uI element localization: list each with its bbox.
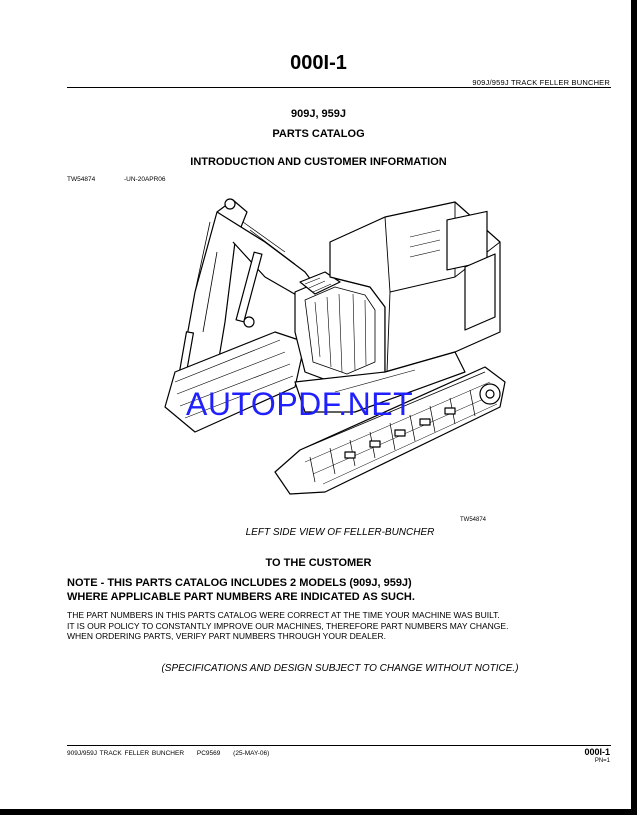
header-rule <box>67 87 611 88</box>
footer-page-number: 000I-1 <box>584 747 610 757</box>
footer-title: 909J/959J TRACK FELLER BUNCHER <box>67 750 185 757</box>
figure-date: -UN-20APR06 <box>124 176 166 183</box>
footer-info <box>67 750 279 757</box>
figure-caption: LEFT SIDE VIEW OF FELLER-BUNCHER <box>245 527 435 538</box>
note-line-2: WHERE APPLICABLE PART NUMBERS ARE INDICATED AS SUCH. <box>67 591 415 603</box>
figure-id: TW54874 <box>67 176 96 183</box>
feller-buncher-illustration <box>155 182 515 512</box>
section-title: INTRODUCTION AND CUSTOMER INFORMATION <box>190 156 447 168</box>
footer-date: (25-MAY-06) <box>233 750 270 757</box>
footer-rule <box>67 745 611 746</box>
body-line-2: IT IS OUR POLICY TO CONSTANTLY IMPROVE OUR MACHINES, THEREFORE PART NUMBERS MAY CHANGE. <box>67 620 509 631</box>
page-number-header: 000I-1 <box>290 52 347 74</box>
to-customer-heading: TO THE CUSTOMER <box>265 557 372 569</box>
footer-code: PC9569 <box>196 750 221 757</box>
spec-note: (SPECIFICATIONS AND DESIGN SUBJECT TO CHANGE WITHOUT NOTICE.) <box>161 663 519 674</box>
running-title: 909J/959J TRACK FELLER BUNCHER <box>472 78 610 87</box>
body-line-1: THE PART NUMBERS IN THIS PARTS CATALOG WERE CORRECT AT THE TIME YOUR MACHINE WAS BUILT. <box>67 610 500 620</box>
note-line-1: NOTE - THIS PARTS CATALOG INCLUDES 2 MODELS (909J, 959J) <box>67 577 412 589</box>
customer-body-text <box>67 610 508 642</box>
figure-id-small: TW54874 <box>460 517 487 523</box>
footer-pn: PN=1 <box>594 758 610 764</box>
models-title: 909J, 959J <box>290 108 347 120</box>
catalog-title: PARTS CATALOG <box>272 128 365 140</box>
models-note <box>67 576 415 604</box>
body-line-3: WHEN ORDERING PARTS, VERIFY PART NUMBERS THROUGH YOUR DEALER. <box>67 631 386 641</box>
watermark: AUTOPDF.NET <box>186 386 414 422</box>
